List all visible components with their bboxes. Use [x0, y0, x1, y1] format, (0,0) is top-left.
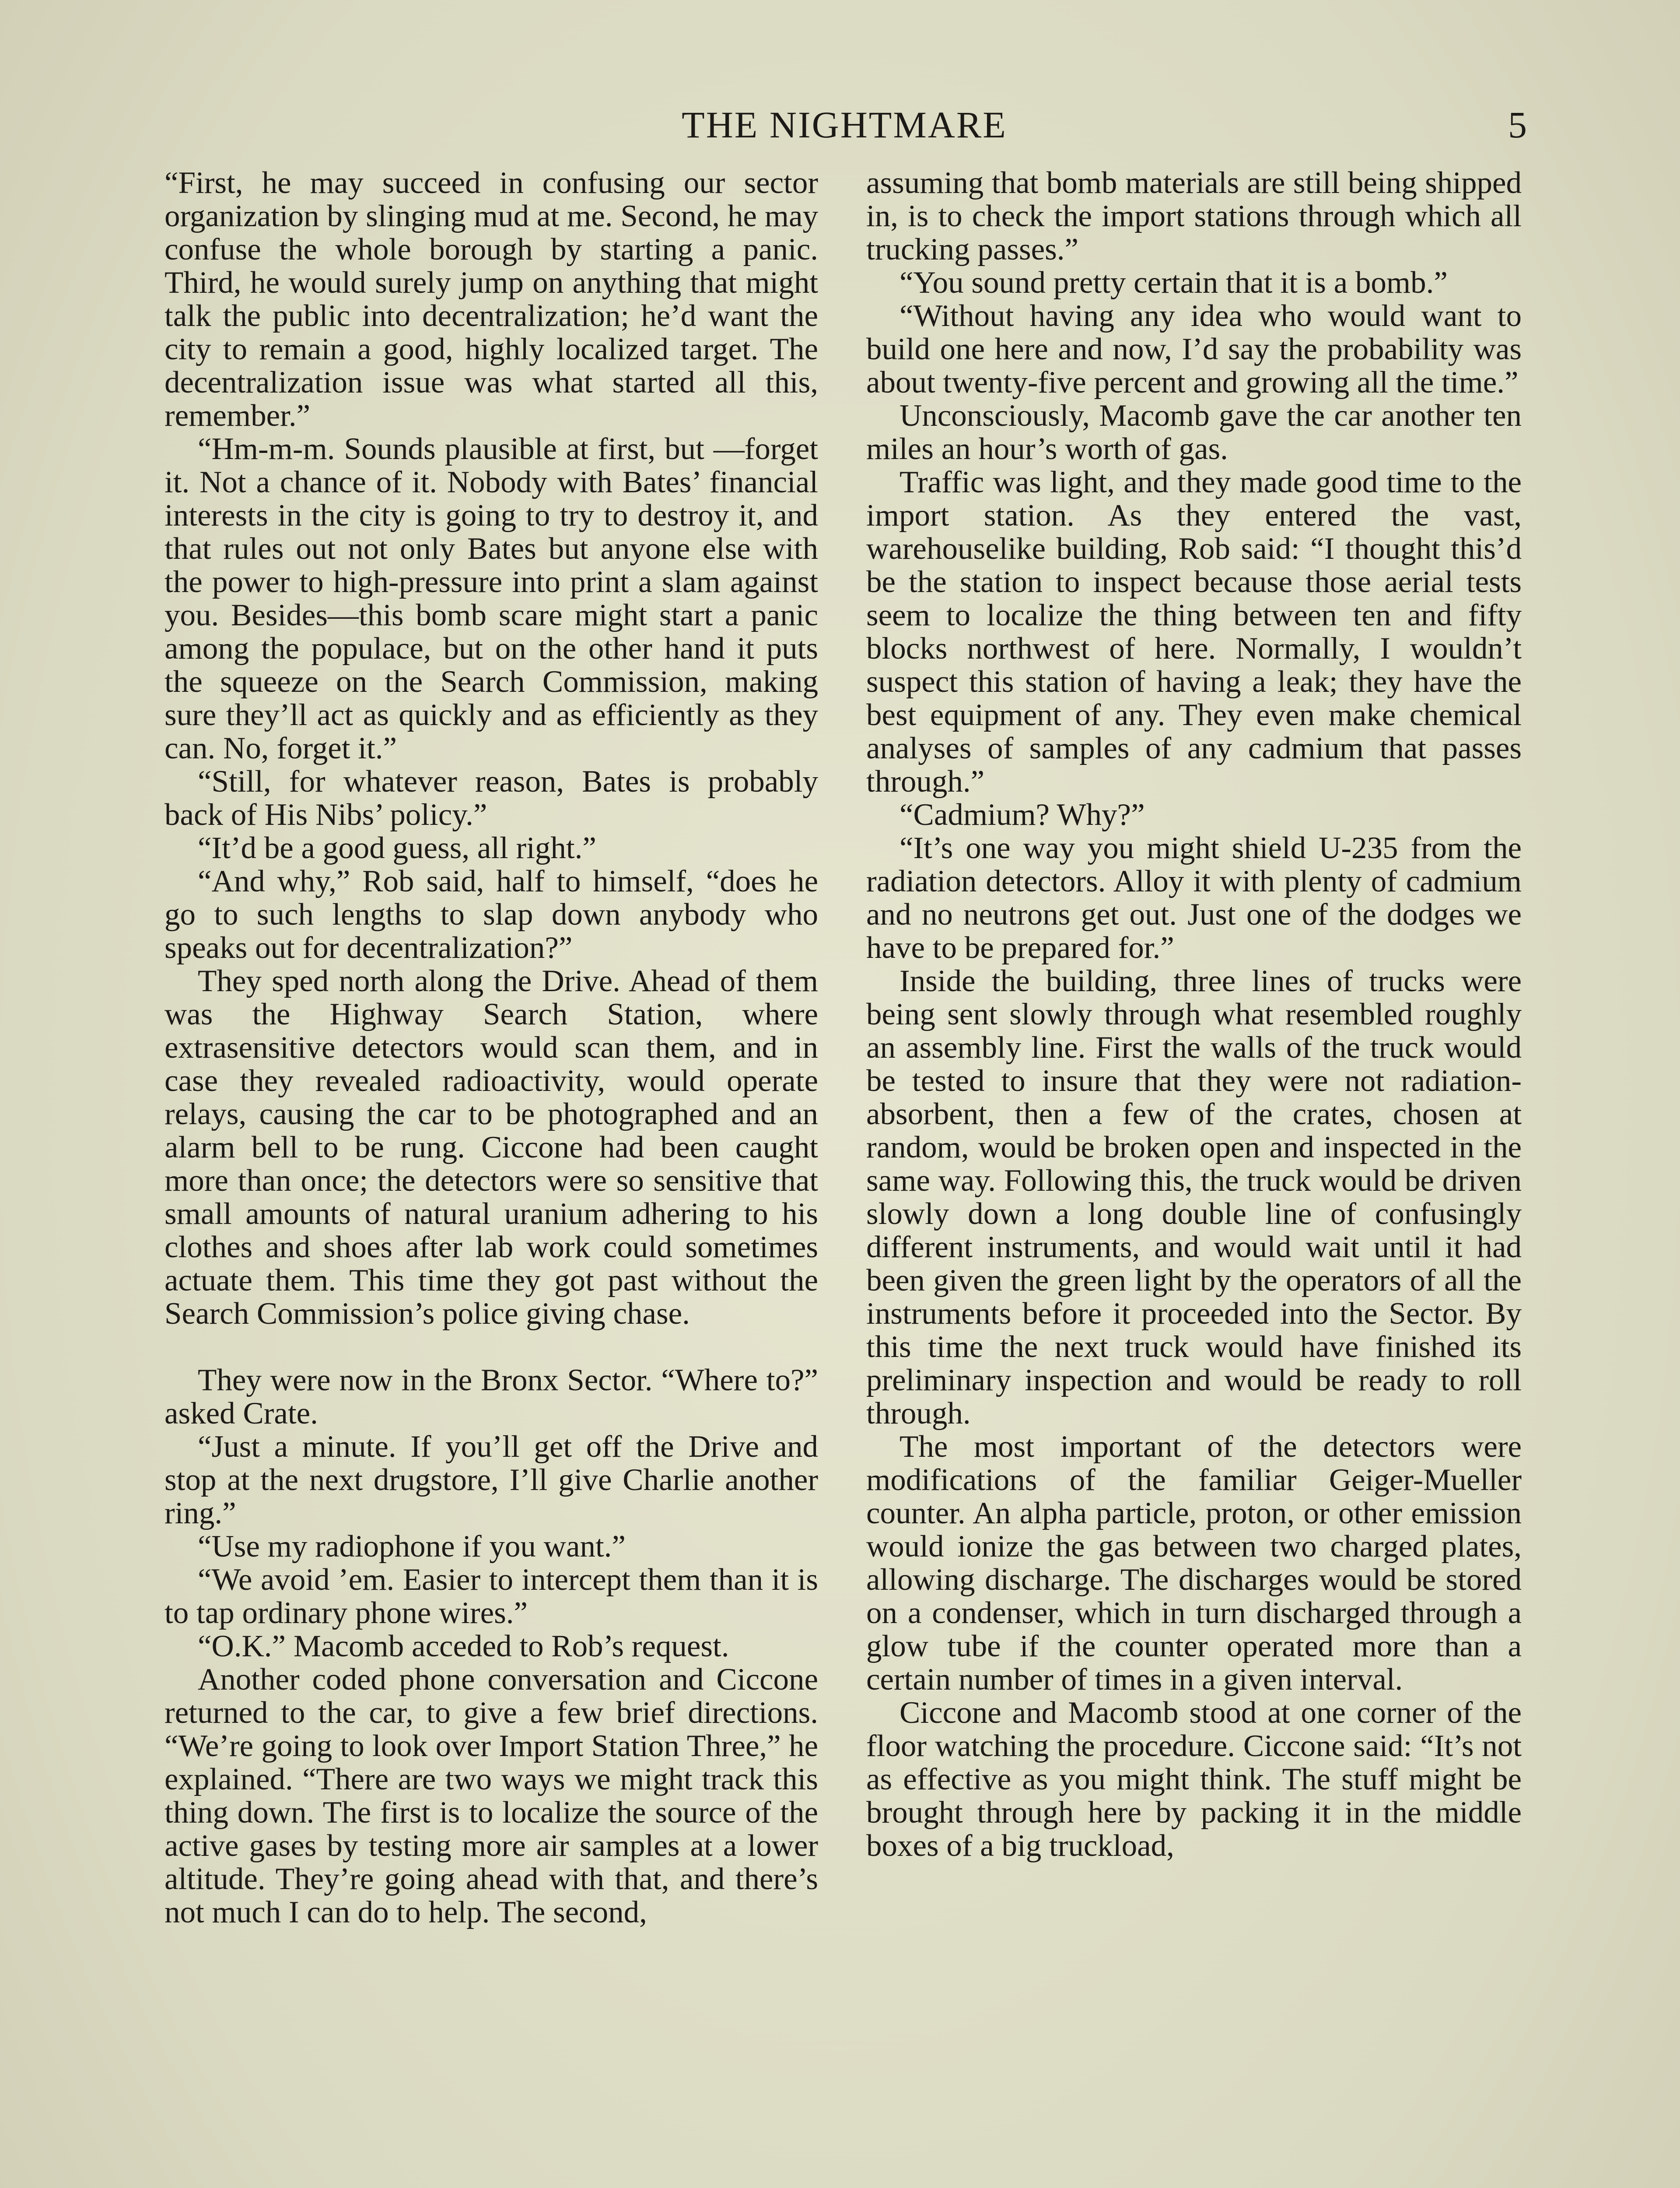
- right-column: [866, 166, 1522, 1862]
- paragraph: “Still, for whatever reason, Bates is probably back of His Nibs’ policy.”: [164, 764, 818, 832]
- paragraph: “O.K.” Macomb acceded to Rob’s request.: [198, 1629, 729, 1663]
- running-title: THE NIGHTMARE: [682, 104, 1007, 146]
- paragraph: They were now in the Bronx Sector. “Where to?” asked Crate.: [164, 1363, 818, 1431]
- paragraph: They sped north along the Drive. Ahead of them was the Highway Search Station, where extrasensitive detectors would scan them, and in case they revealed radioactivity, would operate relays, causing the car to be photographed and an alarm bell to be rung. Ciccone had been caught more than once; the detectors were so sensitive that small amounts of natural uranium adhering to his clothes and shoes after lab work could sometimes actuate them. This time they got past without the Search Commission’s police giving chase.: [164, 964, 818, 1331]
- running-head: [162, 98, 1527, 151]
- paragraph: Traffic was light, and they made good time to the import station. As they entered the vast, warehouselike building, Rob said: “I thought this’d be the station to inspect because those aerial tests seem to localize the thing between ten and fifty blocks northwest of here. Normally, I wouldn’t suspect this station of having a leak; they have the best equipment of any. They even make chemical analyses of samples of any cadmium that passes through.”: [866, 465, 1522, 799]
- paragraph: “Use my radiophone if you want.”: [198, 1529, 626, 1564]
- paragraph: Another coded phone conversation and Ciccone returned to the car, to give a few brief directions. “We’re going to look over Import Station Three,” he explained. “There are two ways we might track this thing down. The first is to localize the source of the active gases by testing more air samples at a lower altitude. They’re going ahead with that, and there’s not much I can do to help. The second,: [164, 1662, 818, 1929]
- paragraph: Unconsciously, Macomb gave the car another ten miles an hour’s worth of gas.: [866, 399, 1522, 466]
- left-column: [164, 166, 818, 1929]
- paragraph: “We avoid ’em. Easier to intercept them than it is to tap ordinary phone wires.”: [164, 1563, 818, 1630]
- paragraph: “You sound pretty certain that it is a bomb.”: [900, 266, 1448, 300]
- paragraph: “It’s one way you might shield U-235 from the radiation detectors. Alloy it with plenty of cadmium and no neutrons get out. Just one of the dodges we have to be prepared for.”: [866, 831, 1522, 965]
- paragraph: “And why,” Rob said, half to himself, “does he go to such lengths to slap down anybody who speaks out for decentralization?”: [164, 864, 818, 965]
- paragraph: The most important of the detectors were modifications of the familiar Geiger-Mueller counter. An alpha particle, proton, or other emission would ionize the gas between two charged plates, allowing discharge. The discharges would be stored on a condenser, which in turn discharged through a glow tube if the counter operated more than a certain number of times in a given interval.: [866, 1430, 1522, 1697]
- paragraph: assuming that bomb materials are still being shipped in, is to check the import stations through which all trucking passes.”: [866, 166, 1522, 266]
- paragraph: “Without having any idea who would want to build one here and now, I’d say the probability was about twenty-five percent and growing all the time.”: [866, 299, 1522, 400]
- paragraph: Inside the building, three lines of trucks were being sent slowly through what resembled roughly an assembly line. First the walls of the truck would be tested to insure that they were not radiation-absorbent, then a few of the crates, chosen at random, would be broken open and inspected in the same way. Following this, the truck would be driven slowly down a long double line of confusingly different instruments, and would wait until it had been given the green light by the operators of all the instruments before it proceeded into the Sector. By this time the next truck would have finished its preliminary inspection and would be ready to roll through.: [866, 964, 1522, 1431]
- paragraph: “Just a minute. If you’ll get off the Drive and stop at the next drugstore, I’ll give Charlie another ring.”: [164, 1430, 818, 1530]
- paragraph: “Hm-m-m. Sounds plausible at first, but —forget it. Not a chance of it. Nobody with Bates’ financial interests in the city is going to try to destroy it, and that rules out not only Bates but anyone else with the power to high-pressure into print a slam against you. Besides—this bomb scare might start a panic among the populace, but on the other hand it puts the squeeze on the Search Commission, making sure they’ll act as quickly and as efficiently as they can. No, forget it.”: [164, 432, 818, 765]
- page-number: 5: [1508, 104, 1527, 146]
- paragraph: Ciccone and Macomb stood at one corner of the floor watching the procedure. Ciccone said: “It’s not as effective as you might think. The stuff might be brought through here by packing it in the middle boxes of a big truckload,: [866, 1696, 1522, 1863]
- paragraph: “It’d be a good guess, all right.”: [198, 831, 596, 865]
- paragraph: “First, he may succeed in confusing our sector organization by slinging mud at me. Second, he may confuse the whole borough by starting a panic. Third, he would surely jump on anything that might talk the public into decentralization; he’d want the city to remain a good, highly localized target. The decentralization issue was what started all this, remember.”: [164, 166, 818, 433]
- paragraph: “Cadmium? Why?”: [900, 798, 1145, 832]
